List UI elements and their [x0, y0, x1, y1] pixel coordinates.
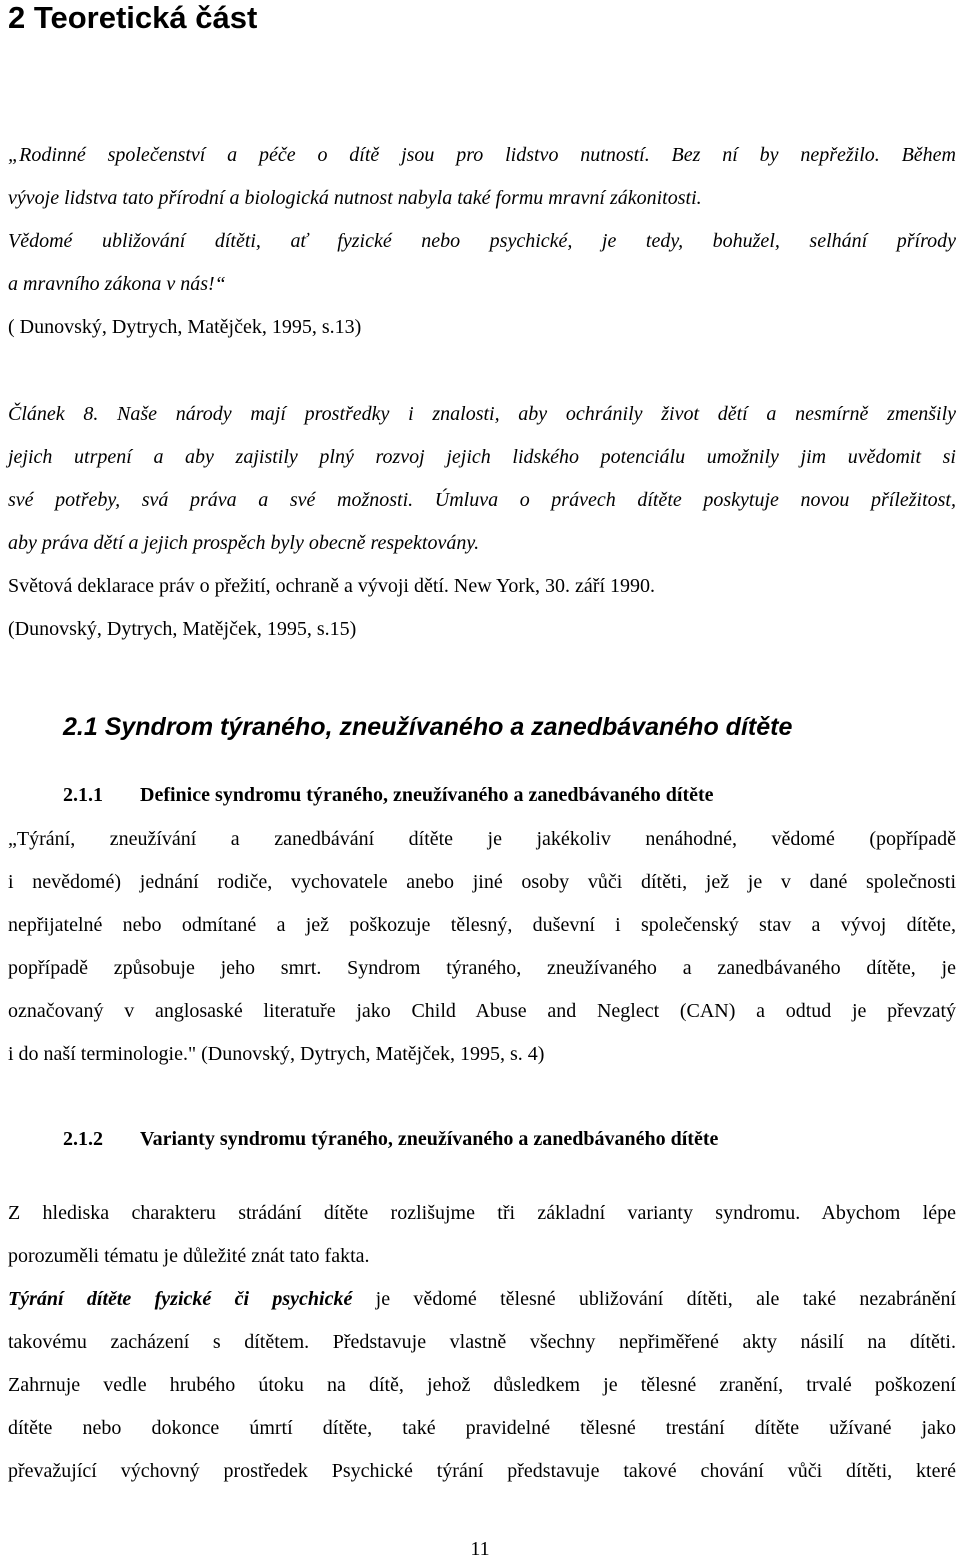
- variants-line-1: Z hlediska charakteru strádání dítěte rozlišujme tři základní varianty syndromu. Abychom lépe: [8, 1202, 956, 1224]
- page-number: 11: [470, 1538, 490, 1560]
- definition-line-6: i do naší terminologie." (Dunovský, Dytrych, Matějček, 1995, s. 4): [8, 1043, 545, 1065]
- variants-line-6: dítěte nebo dokonce úmrtí dítěte, také pravidelné tělesné trestání dítěte užívané jako: [8, 1417, 956, 1439]
- variants-line-3-text: je vědomé tělesné ubližování dítěti, ale také nezabránění: [352, 1288, 957, 1310]
- subsection-number: 2.1.1: [63, 784, 103, 806]
- quote1-line-2: vývoje lidstva tato přírodní a biologická nutnost nabyla také formu mravní zákonitosti.: [8, 187, 702, 209]
- quote2-citation: (Dunovský, Dytrych, Matějček, 1995, s.15): [8, 618, 357, 640]
- quote2-line-4: aby práva dětí a jejich prospěch byly obecně respektovány.: [8, 532, 480, 554]
- variants-line-4: takovému zacházení s dítětem. Představuje vlastně všechny nepřiměřené akty násilí na dítěti.: [8, 1331, 956, 1353]
- definition-line-4: popřípadě způsobuje jeho smrt. Syndrom týraného, zneužívaného a zanedbávaného dítěte, je: [8, 957, 956, 979]
- term-physical-psychological-abuse: Týrání dítěte fyzické či psychické: [8, 1288, 353, 1310]
- definition-line-1: „Týrání, zneužívání a zanedbávání dítěte je jakékoliv nenáhodné, vědomé (popřípadě: [8, 828, 956, 850]
- quote1-line-3: Vědomé ubližování dítěti, ať fyzické nebo psychické, je tedy, bohužel, selhání přírody: [8, 230, 956, 252]
- definition-line-5: označovaný v anglosaské literatuře jako Child Abuse and Neglect (CAN) a odtud je převzatý: [8, 1000, 956, 1022]
- quote2-line-3: své potřeby, svá práva a své možnosti. Úmluva o právech dítěte poskytuje novou příležitost,: [8, 489, 956, 511]
- variants-line-5: Zahrnuje vedle hrubého útoku na dítě, jehož důsledkem je tělesné zranění, trvalé poškození: [8, 1374, 956, 1396]
- subsection-title: Varianty syndromu týraného, zneužívaného a zanedbávaného dítěte: [140, 1128, 719, 1150]
- definition-line-3: nepřijatelné nebo odmítané a jež poškozuje tělesný, duševní i společenský stav a vývoj dítěte,: [8, 914, 956, 936]
- chapter-heading: 2 Teoretická část: [8, 0, 258, 35]
- variants-line-3: [8, 1288, 956, 1311]
- quote1-citation: ( Dunovský, Dytrych, Matějček, 1995, s.13): [8, 316, 362, 338]
- definition-line-2: i nevědomé) jednání rodiče, vychovatele anebo jiné osoby vůči dítěti, jež je v dané společnosti: [8, 871, 956, 893]
- quote2-line-2: jejich utrpení a aby zajistily plný rozvoj jejich lidského potenciálu umožnily jim uvědomit si: [8, 446, 956, 468]
- quote1-line-4: a mravního zákona v nás!“: [8, 273, 226, 295]
- quote2-line-1: Článek 8. Naše národy mají prostředky i znalosti, aby ochránily život dětí a nesmírně zmenšily: [8, 403, 956, 425]
- subsection-title: Definice syndromu týraného, zneužívaného a zanedbávaného dítěte: [140, 784, 714, 806]
- quote1-line-1: „Rodinné společenství a péče o dítě jsou pro lidstvo nutností. Bez ní by nepřežilo. Během: [8, 144, 956, 166]
- quote2-line-5: Světová deklarace práv o přežití, ochraně a vývoji dětí. New York, 30. září 1990.: [8, 575, 656, 597]
- section-heading-2-1: 2.1 Syndrom týraného, zneužívaného a zanedbávaného dítěte: [63, 713, 793, 741]
- variants-line-2: porozuměli tématu je důležité znát tato fakta.: [8, 1245, 370, 1267]
- subsection-number: 2.1.2: [63, 1128, 103, 1150]
- variants-line-7: převažující výchovný prostředek Psychické týrání představuje takové chování vůči dítěti, které: [8, 1460, 956, 1482]
